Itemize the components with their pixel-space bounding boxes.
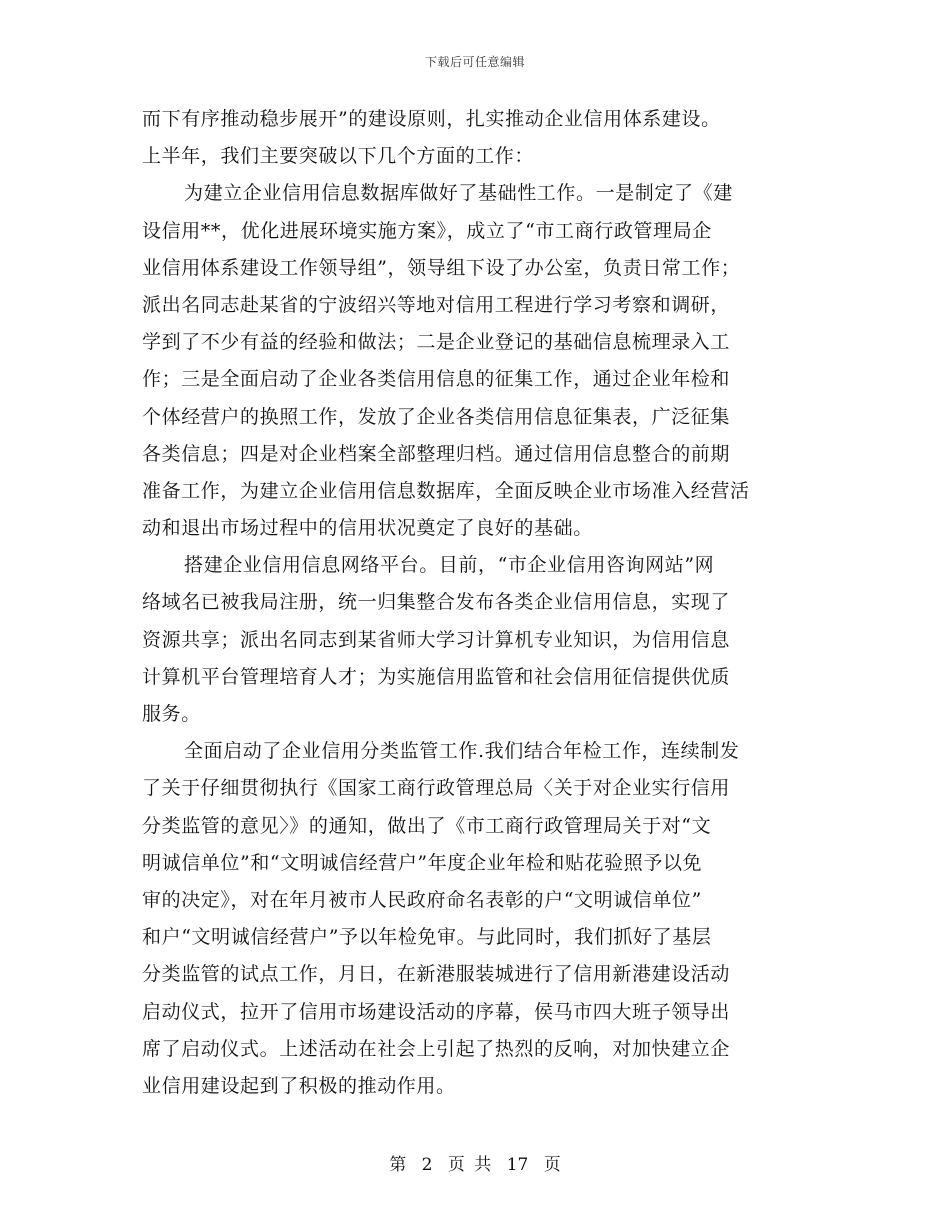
text-line: 派出名同志赴某省的宁波绍兴等地对信用工程进行学习考察和调研， <box>142 293 731 316</box>
text-line: 服务。 <box>142 703 201 725</box>
text-line: 准备工作，为建立企业信用信息数据库，全面反映企业市场准入经营活 <box>142 479 750 502</box>
paragraph-start-line: 搭建企业信用信息网络平台。目前，“市企业信用咨询网站”网 <box>184 554 715 577</box>
current-page-number: 2 <box>421 1155 433 1175</box>
paragraph-start-line: 全面启动了企业信用分类监管工作.我们结合年检工作，连续制发 <box>184 740 740 763</box>
paragraph-start-line: 为建立企业信用信息数据库做好了基础性工作。一是制定了《建 <box>184 182 733 205</box>
text-line: 业信用体系建设工作领导组”，领导组下设了办公室，负责日常工作； <box>142 256 741 279</box>
text-line: 审的决定》，对在年月被市人民政府命名表彰的户“文明诚信单位” <box>142 888 702 911</box>
text-line: 而下有序推动稳步展开”的建设原则，扎实推动企业信用体系建设。 <box>142 108 721 130</box>
text-line: 作；三是全面启动了企业各类信用信息的征集工作，通过企业年检和 <box>142 368 731 391</box>
text-line: 上半年，我们主要突破以下几个方面的工作： <box>142 145 535 168</box>
total-page-count: 17 <box>506 1155 529 1175</box>
text-line: 和户“文明诚信经营户”予以年检免审。与此同时，我们抓好了基层 <box>142 926 712 949</box>
text-line: 业信用建设起到了积极的推动作用。 <box>142 1074 456 1097</box>
page-footer <box>0 1150 950 1175</box>
text-line: 分类监管的试点工作，月日，在新港服装城进行了信用新港建设活动 <box>142 963 731 986</box>
text-line: 启动仪式，拉开了信用市场建设活动的序幕，侯马市四大班子领导出 <box>142 1000 731 1023</box>
text-line: 明诚信单位”和“文明诚信经营户”年度企业年检和贴花验照予以免 <box>142 851 703 874</box>
text-line: 席了启动仪式。上述活动在社会上引起了热烈的反响，对加快建立企 <box>142 1037 731 1060</box>
text-line: 学到了不少有益的经验和做法；二是企业登记的基础信息梳理录入工 <box>142 331 731 354</box>
text-line: 了关于仔细贯彻执行《国家工商行政管理总局〈关于对企业实行信用 <box>142 777 731 800</box>
footer-label-of: 页 共 <box>447 1155 492 1175</box>
text-line: 动和退出市场过程中的信用状况奠定了良好的基础。 <box>142 517 593 540</box>
text-line: 各类信息；四是对企业档案全部整理归档。通过信用信息整合的前期 <box>142 442 731 465</box>
body-text <box>142 101 810 1105</box>
text-line: 设信用**，优化进展环境实施方案》，成立了“市工商行政管理局企 <box>142 219 712 242</box>
text-line: 络域名已被我局注册，统一归集整合发布各类企业信用信息，实现了 <box>142 591 731 614</box>
footer-label-page: 第 <box>389 1155 407 1175</box>
page-header: 下载后可任意编辑 <box>424 55 525 69</box>
footer-label-end: 页 <box>543 1155 561 1175</box>
text-line: 资源共享；派出名同志到某省师大学习计算机专业知识，为信用信息 <box>142 628 731 651</box>
text-line: 个体经营户的换照工作，发放了企业各类信用信息征集表，广泛征集 <box>142 405 731 428</box>
text-line: 分类监管的意见〉》的通知，做出了《市工商行政管理局关于对“文 <box>142 814 712 837</box>
text-line: 计算机平台管理培育人才；为实施信用监管和社会信用征信提供优质 <box>142 665 731 688</box>
